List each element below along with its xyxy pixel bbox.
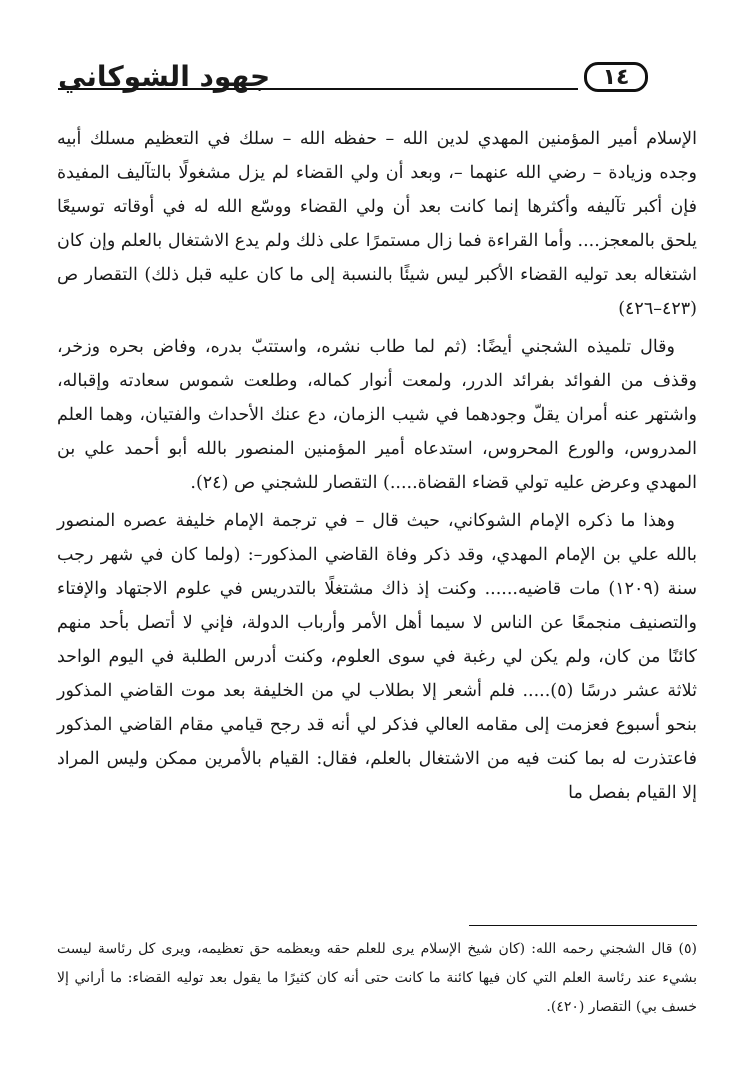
paragraph: الإسلام أمير المؤمنين المهدي لدين الله – حفظه الله – سلك في التعظيم مسلك أبيه وجده وزيادة – رضي الله عنهما –، وبعد أن ولي القضاء لم يزل مشغولًا بالتآليف المفيدة فإن أكبر تآليفه وأكثرها إنما كانت بعد أن ولي القضاء ووسّع الله له في أوقاته توسيعًا يلحق بالمعجز.... وأما القراءة فما زال مستمرًا على ذلك ولم يدع الاشتغال بالعلم وإن كان اشتغاله بعد توليه القضاء الأكبر ليس شيئًا بالنسبة إلى ما كان عليه قبل ذلك) التقصار ص (٤٢٣–٤٢٦) (57, 129, 697, 319)
footnote (57, 935, 697, 1022)
paragraph: وهذا ما ذكره الإمام الشوكاني، حيث قال – في ترجمة الإمام خليفة عصره المنصور بالله علي بن الإمام المهدي، وقد ذكر وفاة القاضي المذكور–: (ولما كان في شهر رجب سنة (١٢٠٩) مات قاضيه...... وكنت إذ ذاك مشتغلًا بالتدريس في علوم الاجتهاد والإفتاء والتصنيف منجمعًا عن الناس لا سيما أهل الأمر وأرباب الدولة، فإني لا أتصل بأحد منهم كائنًا من كان، ولم يكن لي رغبة في سوى العلوم، وكنت أدرس الطلبة في اليوم الواحد ثلاثة عشر درسًا (٥)..... فلم أشعر إلا بطلاب لي من الخليفة بعد موت القاضي المذكور بنحو أسبوع فعزمت إلى مقامه العالي فذكر لي أنه قد رجح قيامي مقام القاضي المذكور فاعتذرت له بما كنت فيه من الاشتغال بالعلم، فقال: القيام بالأمرين ممكن وليس المراد إلا القيام بفصل ما (57, 511, 697, 803)
main-text (57, 122, 697, 814)
running-title: جهود الشوكاني (58, 60, 271, 93)
paragraph: وقال تلميذه الشجني أيضًا: (ثم لما طاب نشره، واستتبّ بدره، وفاض بحره وزخر، وقذف من الفوائد بفرائد الدرر، ولمعت أنوار كماله، وطلعت شموس سعادته وإقباله، واشتهر عنه أمران يقلّ وجودهما في شيب الزمان، دع عنك الأحداث والفتيان، وهما العلم المدروس، والورع المحروس، استدعاه أمير المؤمنين المنصور بالله أبو أحمد علي بن المهدي وعرض عليه تولي قضاء القضاة.....) التقصار للشجني ص (٢٤). (57, 337, 697, 493)
page-header (58, 58, 648, 98)
footnote-text: (٥) قال الشجني رحمه الله: (كان شيخ الإسلام يرى للعلم حقه ويعظمه حق تعظيمه، ويرى كل رئاسة ليست بشيء عند رئاسة العلم التي كان فيها كائنة ما كانت حتى أنه كان كثيرًا ما يقول بعد توليه القضاء: ما أراني إلا خسف بي) التقصار (٤٢٠). (57, 941, 697, 1015)
page-number: ١٤ (584, 62, 648, 92)
footnote-separator (469, 925, 697, 926)
